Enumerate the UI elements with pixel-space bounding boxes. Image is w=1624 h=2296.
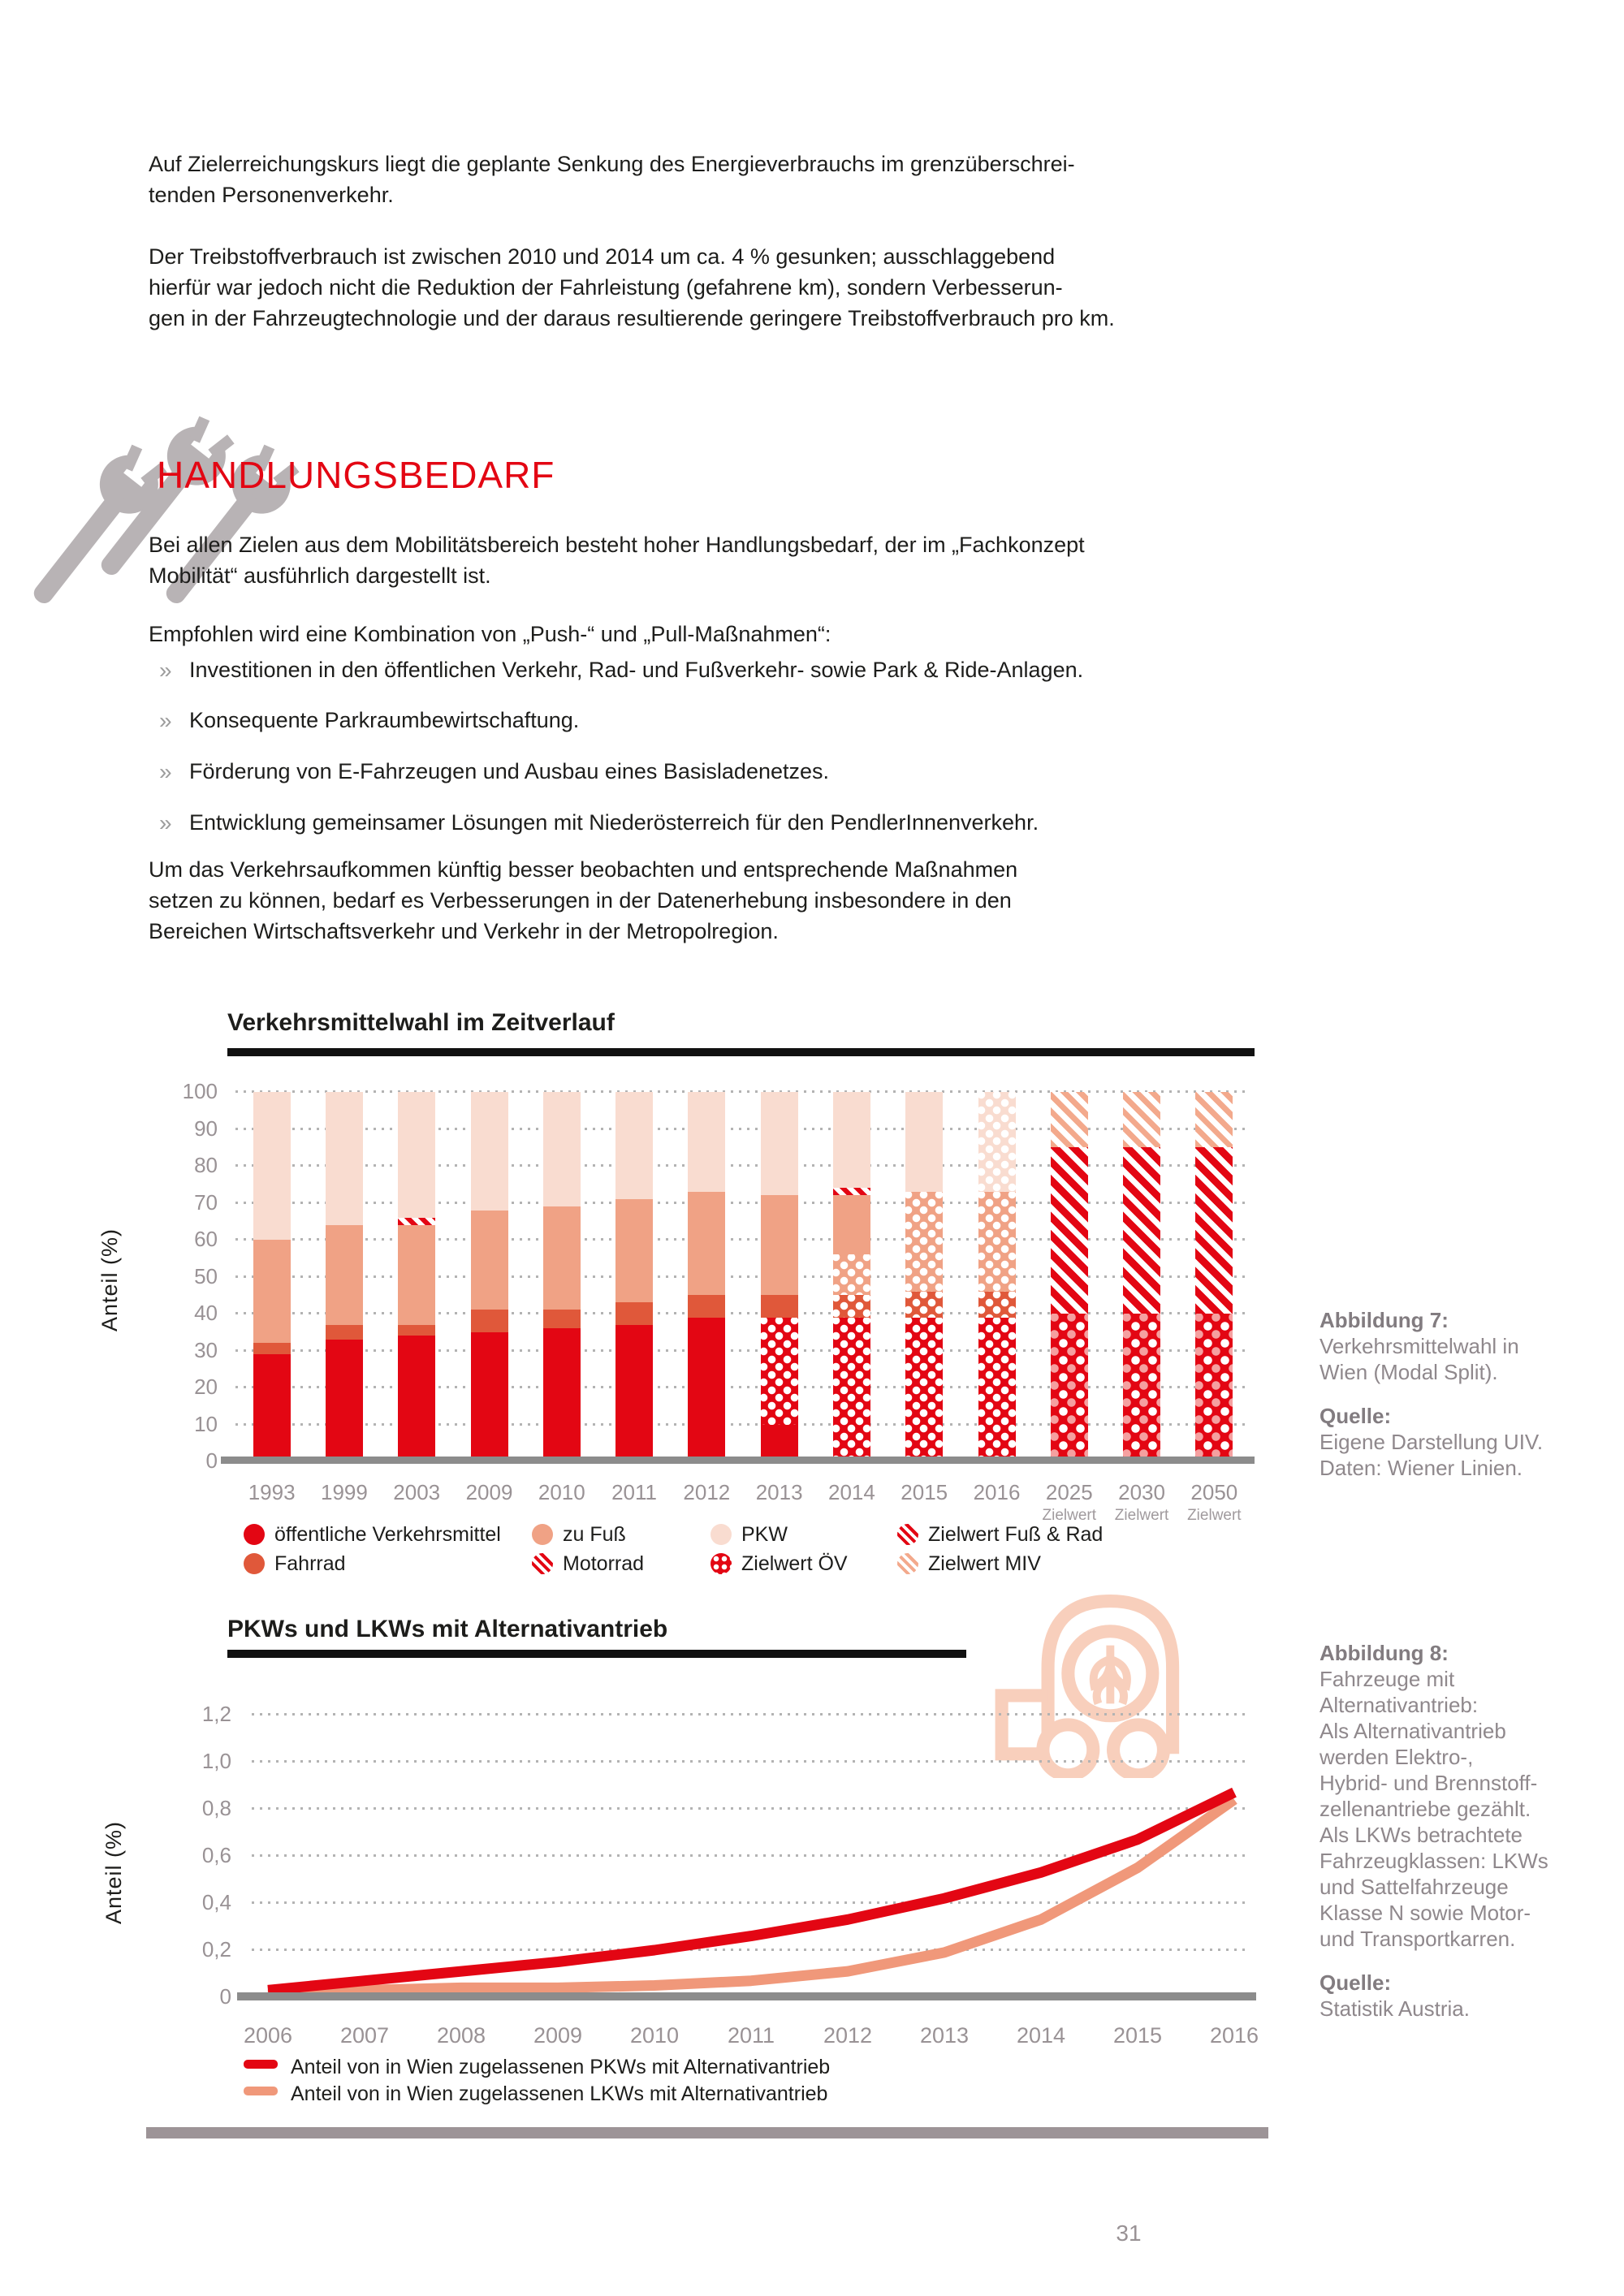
intro-paragraph-1 xyxy=(149,149,1075,210)
bar-segment-rad_dot xyxy=(833,1295,870,1317)
chart1-x-axis-line xyxy=(221,1457,1255,1464)
bar-segment-oev xyxy=(326,1340,363,1461)
legend-item xyxy=(532,1552,644,1576)
y-tick-label: 70 xyxy=(194,1189,218,1215)
caption-line: Als LKWs betrachtete xyxy=(1320,1823,1522,1847)
text-line: Bereichen Wirtschaftsverkehr und Verkehr in der Metropolregion. xyxy=(149,919,779,943)
bar-segment-fuss xyxy=(253,1240,291,1343)
bar-segment-zoev xyxy=(1051,1314,1088,1461)
gridline xyxy=(235,1386,1250,1388)
bar-segment-pkw xyxy=(471,1092,508,1211)
bar-segment-fuss xyxy=(398,1225,435,1325)
bar-segment-zmiv xyxy=(1051,1092,1088,1147)
y-tick-label: 0,8 xyxy=(201,1796,231,1820)
legend-label: Motorrad xyxy=(563,1552,645,1575)
legend-label: PKW xyxy=(741,1523,788,1546)
bar-segment-oev_dot xyxy=(905,1318,943,1461)
caption-line: Klasse N sowie Motor- xyxy=(1320,1901,1531,1925)
bar-segment-oev_dot xyxy=(833,1318,870,1461)
page-number: 31 xyxy=(1116,2220,1142,2246)
bar-segment-pkw xyxy=(688,1092,725,1192)
x-tick-label: 2015 xyxy=(1112,2023,1163,2048)
bar-segment-oev xyxy=(688,1318,725,1461)
bar-segment-zfr xyxy=(1051,1147,1088,1314)
caption-line: und Sattelfahrzeuge xyxy=(1320,1875,1509,1899)
legend-item xyxy=(710,1552,848,1576)
chart2-x-axis-labels xyxy=(243,2023,1259,2056)
text-line: tenden Personenverkehr. xyxy=(149,183,394,207)
bar-segment-pkw xyxy=(615,1092,653,1199)
gridline xyxy=(235,1275,1250,1278)
bullet-item xyxy=(159,810,1039,836)
x-tick-label: 2007 xyxy=(339,2023,390,2048)
legend-label: Fahrrad xyxy=(274,1552,346,1575)
gridline xyxy=(235,1090,1250,1093)
caption-line: Fahrzeuge mit xyxy=(1320,1667,1455,1691)
chart2-legend-item-lkw xyxy=(244,2082,827,2106)
x-tick-label: 2010 xyxy=(629,2023,680,2048)
x-tick-label: 2011 xyxy=(727,2023,775,2048)
x-tick-label: 2008 xyxy=(436,2023,486,2048)
x-tick-label: 2013 xyxy=(755,1480,803,1504)
bar-segment-fuss xyxy=(761,1195,798,1295)
legend-item xyxy=(710,1523,788,1547)
lkw-line-swatch xyxy=(244,2087,278,2095)
x-tick-label: 2050 Zielwert xyxy=(1178,1480,1250,1525)
caption-line: Eigene Darstellung UIV. xyxy=(1320,1430,1544,1454)
legend-item xyxy=(244,1552,346,1576)
x-tick-label: 1999 xyxy=(321,1480,368,1504)
bullet-text: Förderung von E-Fahrzeugen und Ausbau eines Basisladenetzes. xyxy=(189,759,830,783)
section-paragraph-3 xyxy=(149,854,1017,947)
modal-split-chart xyxy=(182,1079,1250,1473)
x-tick-label: 2012 xyxy=(823,2023,873,2048)
y-tick-label: 60 xyxy=(194,1227,218,1251)
caption-line: Als Alternativantrieb xyxy=(1320,1719,1506,1743)
gridline xyxy=(235,1238,1250,1241)
caption-line: Fahrzeugklassen: LKWs xyxy=(1320,1849,1548,1873)
legend-label: öffentliche Verkehrsmittel xyxy=(274,1523,501,1546)
legend-label: Zielwert MIV xyxy=(928,1552,1041,1575)
bar-segment-oev xyxy=(543,1328,581,1461)
bullet-item xyxy=(159,759,829,785)
y-tick-label: 0 xyxy=(205,1448,218,1473)
bar-segment-oev_dot xyxy=(761,1318,798,1425)
caption-line: Wien (Modal Split). xyxy=(1320,1360,1498,1384)
caption-line: Statistik Austria. xyxy=(1320,1996,1470,2021)
bar-segment-oev xyxy=(398,1336,435,1461)
y-tick-label: 40 xyxy=(194,1301,218,1325)
legend-swatch xyxy=(897,1524,918,1545)
bar-segment-pkw xyxy=(833,1092,870,1188)
y-tick-label: 0,4 xyxy=(201,1890,231,1914)
bar-segment-pkw xyxy=(761,1092,798,1195)
x-tick-sublabel: Zielwert xyxy=(1114,1507,1169,1524)
bullet-text: Konsequente Parkraumbewirtschaftung. xyxy=(189,708,580,732)
intro-paragraph-2 xyxy=(149,241,1115,334)
legend-swatch xyxy=(244,1524,265,1545)
bar-segment-rad_dot xyxy=(905,1292,943,1318)
y-tick-label: 0,2 xyxy=(201,1937,231,1962)
x-tick-label: 2014 xyxy=(828,1480,875,1504)
caption-line: werden Elektro-, xyxy=(1320,1745,1474,1769)
x-tick-label: 1993 xyxy=(248,1480,296,1504)
text-line: Bei allen Zielen aus dem Mobilitätsbereich besteht hoher Handlungsbedarf, der im „Fachkonzept xyxy=(149,533,1085,557)
x-tick-label: 2009 xyxy=(533,2023,583,2048)
x-tick-label: 2011 xyxy=(611,1480,658,1504)
x-tick-sublabel: Zielwert xyxy=(1187,1507,1242,1524)
bar-segment-zmiv xyxy=(1195,1092,1233,1147)
legend-label: Anteil von in Wien zugelassenen LKWs mit Alternativantrieb xyxy=(291,2082,828,2105)
x-tick-label: 2006 xyxy=(243,2023,293,2048)
gridline xyxy=(235,1202,1250,1204)
text-line: Um das Verkehrsaufkommen künftig besser beobachten und entsprechende Maßnahmen xyxy=(149,857,1018,882)
x-tick-label: 2013 xyxy=(919,2023,970,2048)
gridline xyxy=(235,1423,1250,1426)
figure-caption-title: Abbildung 7: xyxy=(1320,1308,1449,1332)
chart1-title: Verkehrsmittelwahl im Zeitverlauf xyxy=(227,1009,615,1036)
y-tick-label: 1,2 xyxy=(201,1702,231,1726)
text-line: hierfür war jedoch nicht die Reduktion der Fahrleistung (gefahrene km), sondern Verbesserun- xyxy=(149,275,1063,300)
gridline xyxy=(235,1128,1250,1130)
chart2-x-axis-line xyxy=(237,1992,1256,2000)
legend-item xyxy=(244,1523,501,1547)
bullet-item xyxy=(159,658,1083,684)
y-tick-label: 80 xyxy=(194,1153,218,1177)
legend-label: zu Fuß xyxy=(563,1523,626,1546)
text-line: Der Treibstoffverbrauch ist zwischen 2010 und 2014 um ca. 4 % gesunken; ausschlaggebend xyxy=(149,244,1056,269)
text-line: setzen zu können, bedarf es Verbesserungen in der Datenerhebung insbesondere in den xyxy=(149,888,1012,913)
bullet-marker-icon: » xyxy=(159,658,172,683)
caption-line: Hybrid- und Brennstoff- xyxy=(1320,1771,1538,1795)
y-tick-label: 30 xyxy=(194,1337,218,1362)
legend-label: Zielwert Fuß & Rad xyxy=(928,1523,1104,1546)
bullet-marker-icon: » xyxy=(159,708,172,733)
bar-segment-oev_dot xyxy=(978,1318,1016,1461)
x-tick-label: 2014 xyxy=(1016,2023,1066,2048)
bar-segment-zfr xyxy=(1123,1147,1160,1314)
pkw-line-swatch xyxy=(244,2060,278,2069)
legend-item xyxy=(897,1523,1103,1547)
chart2-legend-item-pkw xyxy=(244,2056,830,2079)
bar-segment-rad xyxy=(543,1310,581,1328)
line-chart-canvas xyxy=(252,1715,1250,1997)
bar-segment-pkw xyxy=(253,1092,291,1240)
bar-segment-fuss xyxy=(471,1211,508,1310)
bar-segment-pkw xyxy=(398,1092,435,1218)
bullet-marker-icon: » xyxy=(159,810,172,835)
gridline xyxy=(235,1164,1250,1167)
bar-segment-rad xyxy=(761,1295,798,1317)
bar-segment-rad xyxy=(326,1325,363,1340)
chart2-title-rule xyxy=(227,1650,966,1658)
y-tick-label: 1,0 xyxy=(201,1749,231,1773)
y-tick-label: 10 xyxy=(194,1411,218,1436)
chart1-title-rule xyxy=(227,1048,1255,1056)
x-tick-label: 2012 xyxy=(683,1480,731,1504)
bar-segment-rad_dot xyxy=(978,1292,1016,1318)
bar-segment-zmiv xyxy=(1123,1092,1160,1147)
x-tick-label: 2016 xyxy=(973,1480,1021,1504)
y-tick-label: 90 xyxy=(194,1116,218,1141)
legend-label: Zielwert ÖV xyxy=(741,1552,848,1575)
gridline xyxy=(235,1312,1250,1314)
y-tick-label: 20 xyxy=(194,1375,218,1399)
y-tick-label: 0,6 xyxy=(201,1843,231,1867)
alt-drive-chart xyxy=(201,1702,1250,2009)
legend-item xyxy=(532,1523,626,1547)
bar-segment-fuss_dot xyxy=(833,1254,870,1295)
y-tick-label: 50 xyxy=(194,1263,218,1288)
bar-segment-rad xyxy=(471,1310,508,1331)
legend-swatch xyxy=(532,1553,553,1574)
x-tick-label: 2010 xyxy=(538,1480,585,1504)
legend-swatch xyxy=(532,1524,553,1545)
bar-segment-rad xyxy=(253,1343,291,1354)
figure8-caption xyxy=(1320,1640,1548,2022)
source-title: Quelle: xyxy=(1320,1404,1392,1428)
x-tick-sublabel: Zielwert xyxy=(1042,1507,1097,1524)
section-paragraph-1 xyxy=(149,529,1085,591)
lkw-line xyxy=(268,1799,1234,1995)
bar-segment-oev xyxy=(253,1354,291,1461)
bar-segment-zoev xyxy=(1123,1314,1160,1461)
x-tick-label: 2009 xyxy=(465,1480,513,1504)
x-tick-label: 2030 Zielwert xyxy=(1105,1480,1177,1525)
footer-rule xyxy=(146,2127,1268,2138)
bar-segment-zoev xyxy=(1195,1314,1233,1461)
source-title: Quelle: xyxy=(1320,1970,1392,1995)
bar-segment-pkw xyxy=(543,1092,581,1206)
y-tick-label: 100 xyxy=(182,1079,218,1103)
bullet-text: Entwicklung gemeinsamer Lösungen mit Niederösterreich für den PendlerInnenverkehr. xyxy=(189,810,1039,835)
caption-line: Alternativantrieb: xyxy=(1320,1693,1479,1717)
bar-segment-fuss xyxy=(543,1206,581,1310)
gridline xyxy=(235,1349,1250,1352)
legend-swatch xyxy=(897,1553,918,1574)
bar-segment-pkw_dot xyxy=(978,1092,1016,1192)
legend-swatch xyxy=(244,1553,265,1574)
bar-segment-zfr xyxy=(1195,1147,1233,1314)
bar-segment-pkw xyxy=(905,1092,943,1192)
legend-swatch xyxy=(710,1524,732,1545)
x-tick-label: 2003 xyxy=(393,1480,441,1504)
bar-segment-fuss_dot xyxy=(978,1192,1016,1292)
bar-segment-moto xyxy=(833,1188,870,1195)
x-tick-label: 2016 xyxy=(1209,2023,1259,2048)
legend-swatch xyxy=(710,1553,732,1574)
bullet-text: Investitionen in den öffentlichen Verkehr, Rad- und Fußverkehr- sowie Park & Ride-Anlagen. xyxy=(189,658,1084,682)
bar-segment-moto xyxy=(398,1218,435,1225)
wrenches-icon xyxy=(24,369,309,662)
bar-segment-fuss_dot xyxy=(905,1192,943,1292)
text-line: gen in der Fahrzeugtechnologie und der daraus resultierende geringere Treibstoffverbrauch pro km. xyxy=(149,306,1115,330)
caption-line: Verkehrsmittelwahl in xyxy=(1320,1334,1519,1358)
bar-segment-fuss xyxy=(688,1192,725,1295)
bar-segment-oev xyxy=(471,1332,508,1461)
section-heading: HANDLUNGSBEDARF xyxy=(157,454,555,496)
section-paragraph-2: Empfohlen wird eine Kombination von „Push-“ und „Pull-Maßnahmen“: xyxy=(149,622,831,646)
y-tick-label: 0 xyxy=(219,1984,231,2009)
bar-segment-rad xyxy=(398,1325,435,1336)
caption-line: Daten: Wiener Linien. xyxy=(1320,1456,1523,1480)
x-tick-label: 2025 Zielwert xyxy=(1033,1480,1105,1525)
caption-line: und Transportkarren. xyxy=(1320,1927,1516,1951)
bullet-item xyxy=(159,708,579,734)
bar-segment-rad xyxy=(615,1302,653,1324)
bar-segment-pkw xyxy=(326,1092,363,1225)
x-tick-label: 2015 xyxy=(901,1480,948,1504)
bar-segment-fuss xyxy=(326,1225,363,1325)
text-line: Auf Zielerreichungskurs liegt die geplante Senkung des Energieverbrauchs im grenzüberschrei- xyxy=(149,152,1075,176)
chart1-y-axis-label: Anteil (%) xyxy=(97,1228,122,1331)
caption-line: zellenantriebe gezählt. xyxy=(1320,1797,1531,1821)
figure7-caption xyxy=(1320,1307,1543,1481)
bullet-marker-icon: » xyxy=(159,759,172,784)
bar-segment-fuss xyxy=(833,1195,870,1254)
chart2-y-axis-label: Anteil (%) xyxy=(102,1820,126,1924)
bar-segment-oev xyxy=(615,1325,653,1461)
legend-label: Anteil von in Wien zugelassenen PKWs mit Alternativantrieb xyxy=(291,2056,831,2078)
bar-segment-rad xyxy=(688,1295,725,1317)
figure-caption-title: Abbildung 8: xyxy=(1320,1641,1449,1665)
text-line: Mobilität“ ausführlich dargestellt ist. xyxy=(149,563,491,588)
bar-segment-fuss xyxy=(615,1199,653,1302)
chart2-title: PKWs und LKWs mit Alternativantrieb xyxy=(227,1616,668,1642)
